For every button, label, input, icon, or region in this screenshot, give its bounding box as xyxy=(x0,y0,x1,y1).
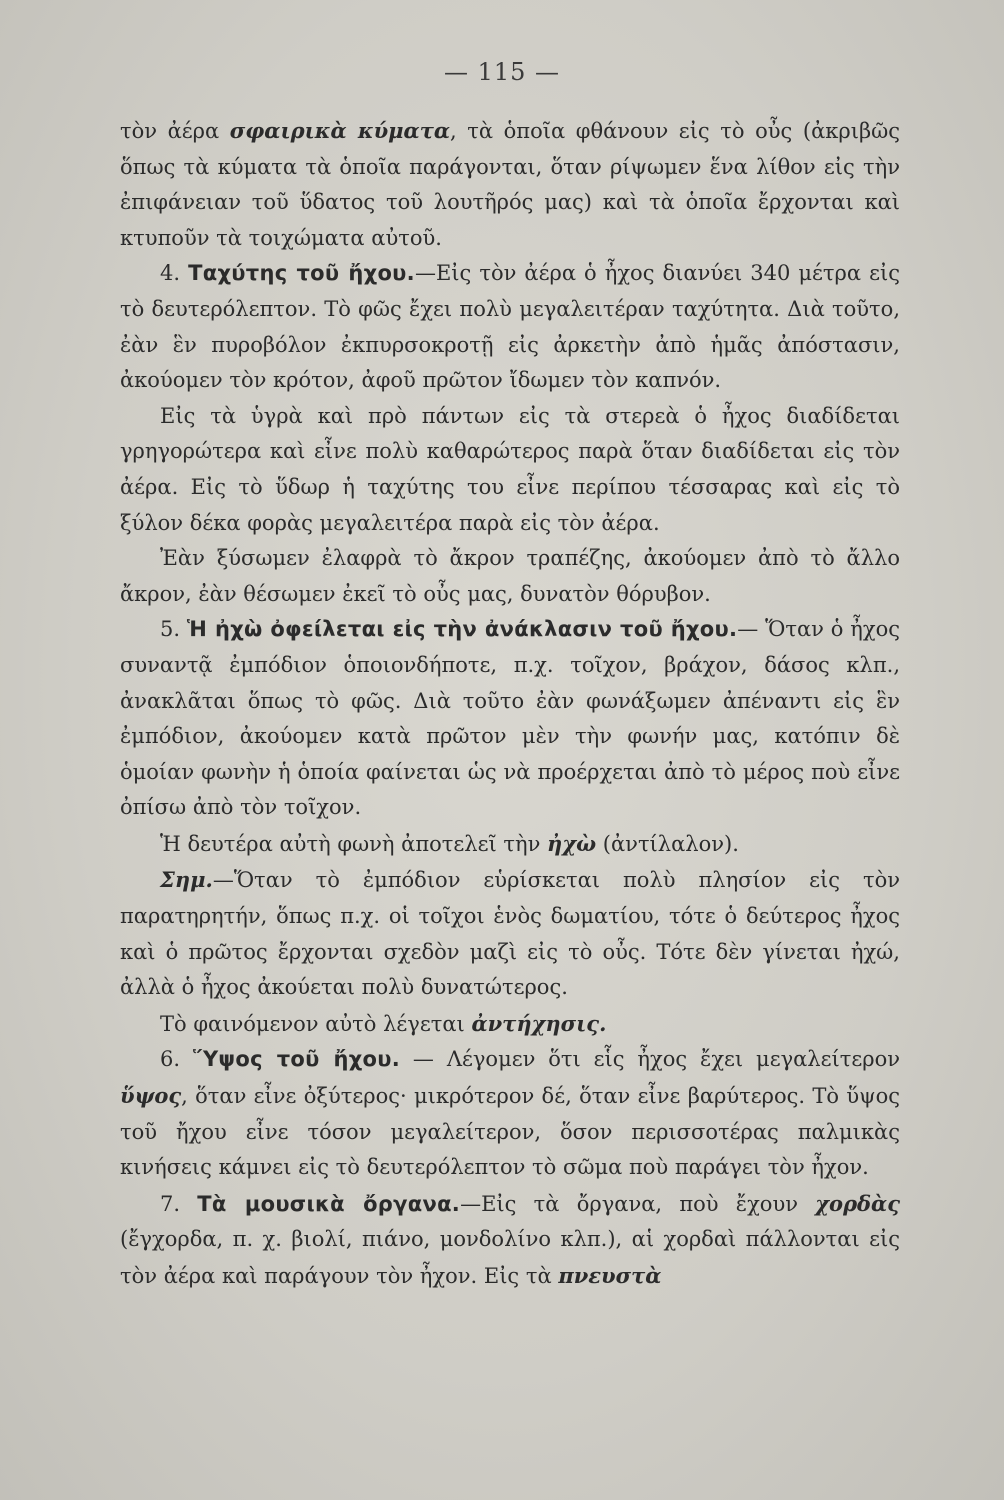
page-text xyxy=(120,113,900,1295)
section-heading: Ἡ ἠχὼ ὀφείλεται εἰς τὴν ἀνάκλασιν τοῦ ἤχου. xyxy=(186,617,738,642)
section-number: 5. xyxy=(160,617,187,642)
emphasis-term: σφαιρικὰ κύματα xyxy=(229,118,450,143)
paragraph-table-example xyxy=(120,541,900,612)
text-run: —Ὅταν τὸ ἐμπόδιον εὑρίσκεται πολὺ πλησίον εἰς τὸν παρατηρητήν, ὅπως π.χ. οἱ τοῖχοι ἑνὸς δωματίου, τότε ὁ δεύτερος ἦχος καὶ ὁ πρῶτος ἔρχονται σχεδὸν μαζὶ εἰς τὸ οὖς. Τότε δὲν γίνεται ἠχώ, ἀλλὰ ὁ ἦχος ἀκούεται πολὺ δυνατώτερος. xyxy=(120,868,900,1000)
section-7-musical-instruments xyxy=(120,1186,900,1295)
paragraph-echo-definition xyxy=(120,826,900,863)
text-run: (ἀντίλαλον). xyxy=(596,831,739,856)
text-run: Ἡ δευτέρα αὐτὴ φωνὴ ἀποτελεῖ τὴν xyxy=(160,831,548,856)
section-number: 7. xyxy=(160,1191,198,1216)
text-run: , τὰ ὁποῖα φθάνουν εἰς τὸ οὖς (ἀκριβῶς ὅπως τὰ κύματα τὰ ὁποῖα παράγονται, ὅταν ρίψωμεν ἕνα λίθον εἰς τὴν ἐπιφάνειαν τοῦ ὕδατος τοῦ λουτῆρός μας) καὶ τὰ ὁποῖα ἔρχονται καὶ κτυποῦν τὰ τοιχώματα αὐτοῦ. xyxy=(120,119,900,250)
text-run: — Λέγομεν ὅτι εἷς ἦχος ἔχει μεγαλείτερον xyxy=(400,1047,900,1072)
paragraph-resonance xyxy=(120,1006,900,1043)
emphasis-term: ὕψος xyxy=(120,1083,182,1109)
paragraph-liquids-solids xyxy=(120,399,900,541)
emphasis-term: ἀντήχησις. xyxy=(471,1010,607,1036)
emphasis-term: πνευστὰ xyxy=(558,1263,662,1288)
note-label: Σημ. xyxy=(160,867,213,893)
section-number: 6. xyxy=(160,1047,193,1072)
text-run: Εἰς τὰ ὑγρὰ καὶ πρὸ πάντων εἰς τὰ στερεὰ ὁ ἦχος διαδίδεται γρηγορώτερα καὶ εἶνε πολὺ καθαρώτερος παρὰ ὅταν διαδίδεται εἰς τὸν ἀέρα. Εἰς τὸ ὕδωρ ἡ ταχύτης του εἶνε περίπου τέσσαρας καὶ εἰς τὸ ξύλον δέκα φορὰς μεγαλειτέρα παρὰ εἰς τὸν ἀέρα. xyxy=(120,403,900,535)
section-4-speed-of-sound xyxy=(120,256,900,398)
emphasis-term: ἠχὼ xyxy=(547,830,597,856)
text-run: — Ὅταν ὁ ἦχος συναντᾷ ἐμπόδιον ὁποιονδήποτε, π.χ. τοῖχον, βράχον, δάσος κλπ., ἀνακλᾶται ὅπως τὸ φῶς. Διὰ τοῦτο ἐὰν φωνάξωμεν ἀπέναντι εἰς ἓν ἐμπόδιον, ἀκούομεν κατὰ πρῶτον μὲν τὴν φωνήν μας, κατόπιν δὲ ὁμοίαν φωνὴν ἡ ὁποία φαίνεται ὡς νὰ προέρχεται ἀπὸ τὸ μέρος ποὺ εἶνε ὀπίσω ἀπὸ τὸν τοῖχον. xyxy=(120,617,900,820)
emphasis-term: χορδὰς xyxy=(815,1190,900,1216)
section-heading: Ταχύτης τοῦ ἤχου. xyxy=(188,261,415,286)
paragraph-note xyxy=(120,862,900,1005)
text-run: —Εἰς τὰ ὄργανα, ποὺ ἔχουν xyxy=(460,1191,816,1216)
section-number: 4. xyxy=(160,261,189,286)
text-run: τὸν ἀέρα xyxy=(120,119,230,143)
paragraph-spherical-waves xyxy=(120,113,900,256)
text-run: , ὅταν εἶνε ὀξύτερος· μικρότερον δέ, ὅταν εἶνε βαρύτερος. Τὸ ὕψος τοῦ ἤχου εἶνε τόσον μεγαλείτερον, ὅσον περισσοτέρας παλμικὰς κινήσεις κάμνει εἰς τὸ δευτερόλεπτον τὸ σῶμα ποὺ παράγει τὸν ἦχον. xyxy=(120,1084,900,1180)
section-6-pitch xyxy=(120,1042,900,1185)
page-number: — 115 — xyxy=(443,58,561,86)
text-run: (ἔγχορδα, π. χ. βιολί, πιάνο, μονδολίνο κλπ.), αἱ χορδαὶ πάλλονται εἰς τὸν ἀέρα καὶ παράγουν τὸν ἦχον. Εἰς τὰ xyxy=(120,1227,900,1288)
text-run: —Εἰς τὸν ἀέρα ὁ ἦχος διανύει 340 μέτρα εἰς τὸ δευτερόλεπτον. Τὸ φῶς ἔχει πολὺ μεγαλειτέραν ταχύτητα. Διὰ τοῦτο, ἐὰν ἓν πυροβόλον ἐκπυρσοκροτῇ εἰς ἀρκετὴν ἀπὸ ἡμᾶς ἀπόστασιν, ἀκούομεν τὸν κρότον, ἀφοῦ πρῶτον ἴδωμεν τὸν καπνόν. xyxy=(120,261,901,393)
section-5-echo xyxy=(120,612,900,826)
text-run: Ἐὰν ξύσωμεν ἐλαφρὰ τὸ ἄκρον τραπέζης, ἀκούομεν ἀπὸ τὸ ἄλλο ἄκρον, ἐὰν θέσωμεν ἐκεῖ τὸ οὖς μας, δυνατὸν θόρυβον. xyxy=(120,546,900,606)
section-heading: Τὰ μουσικὰ ὄργανα. xyxy=(197,1191,461,1216)
section-heading: Ὕψος τοῦ ἤχου. xyxy=(192,1047,401,1072)
text-run: Τὸ φαινόμενον αὐτὸ λέγεται xyxy=(160,1011,472,1036)
